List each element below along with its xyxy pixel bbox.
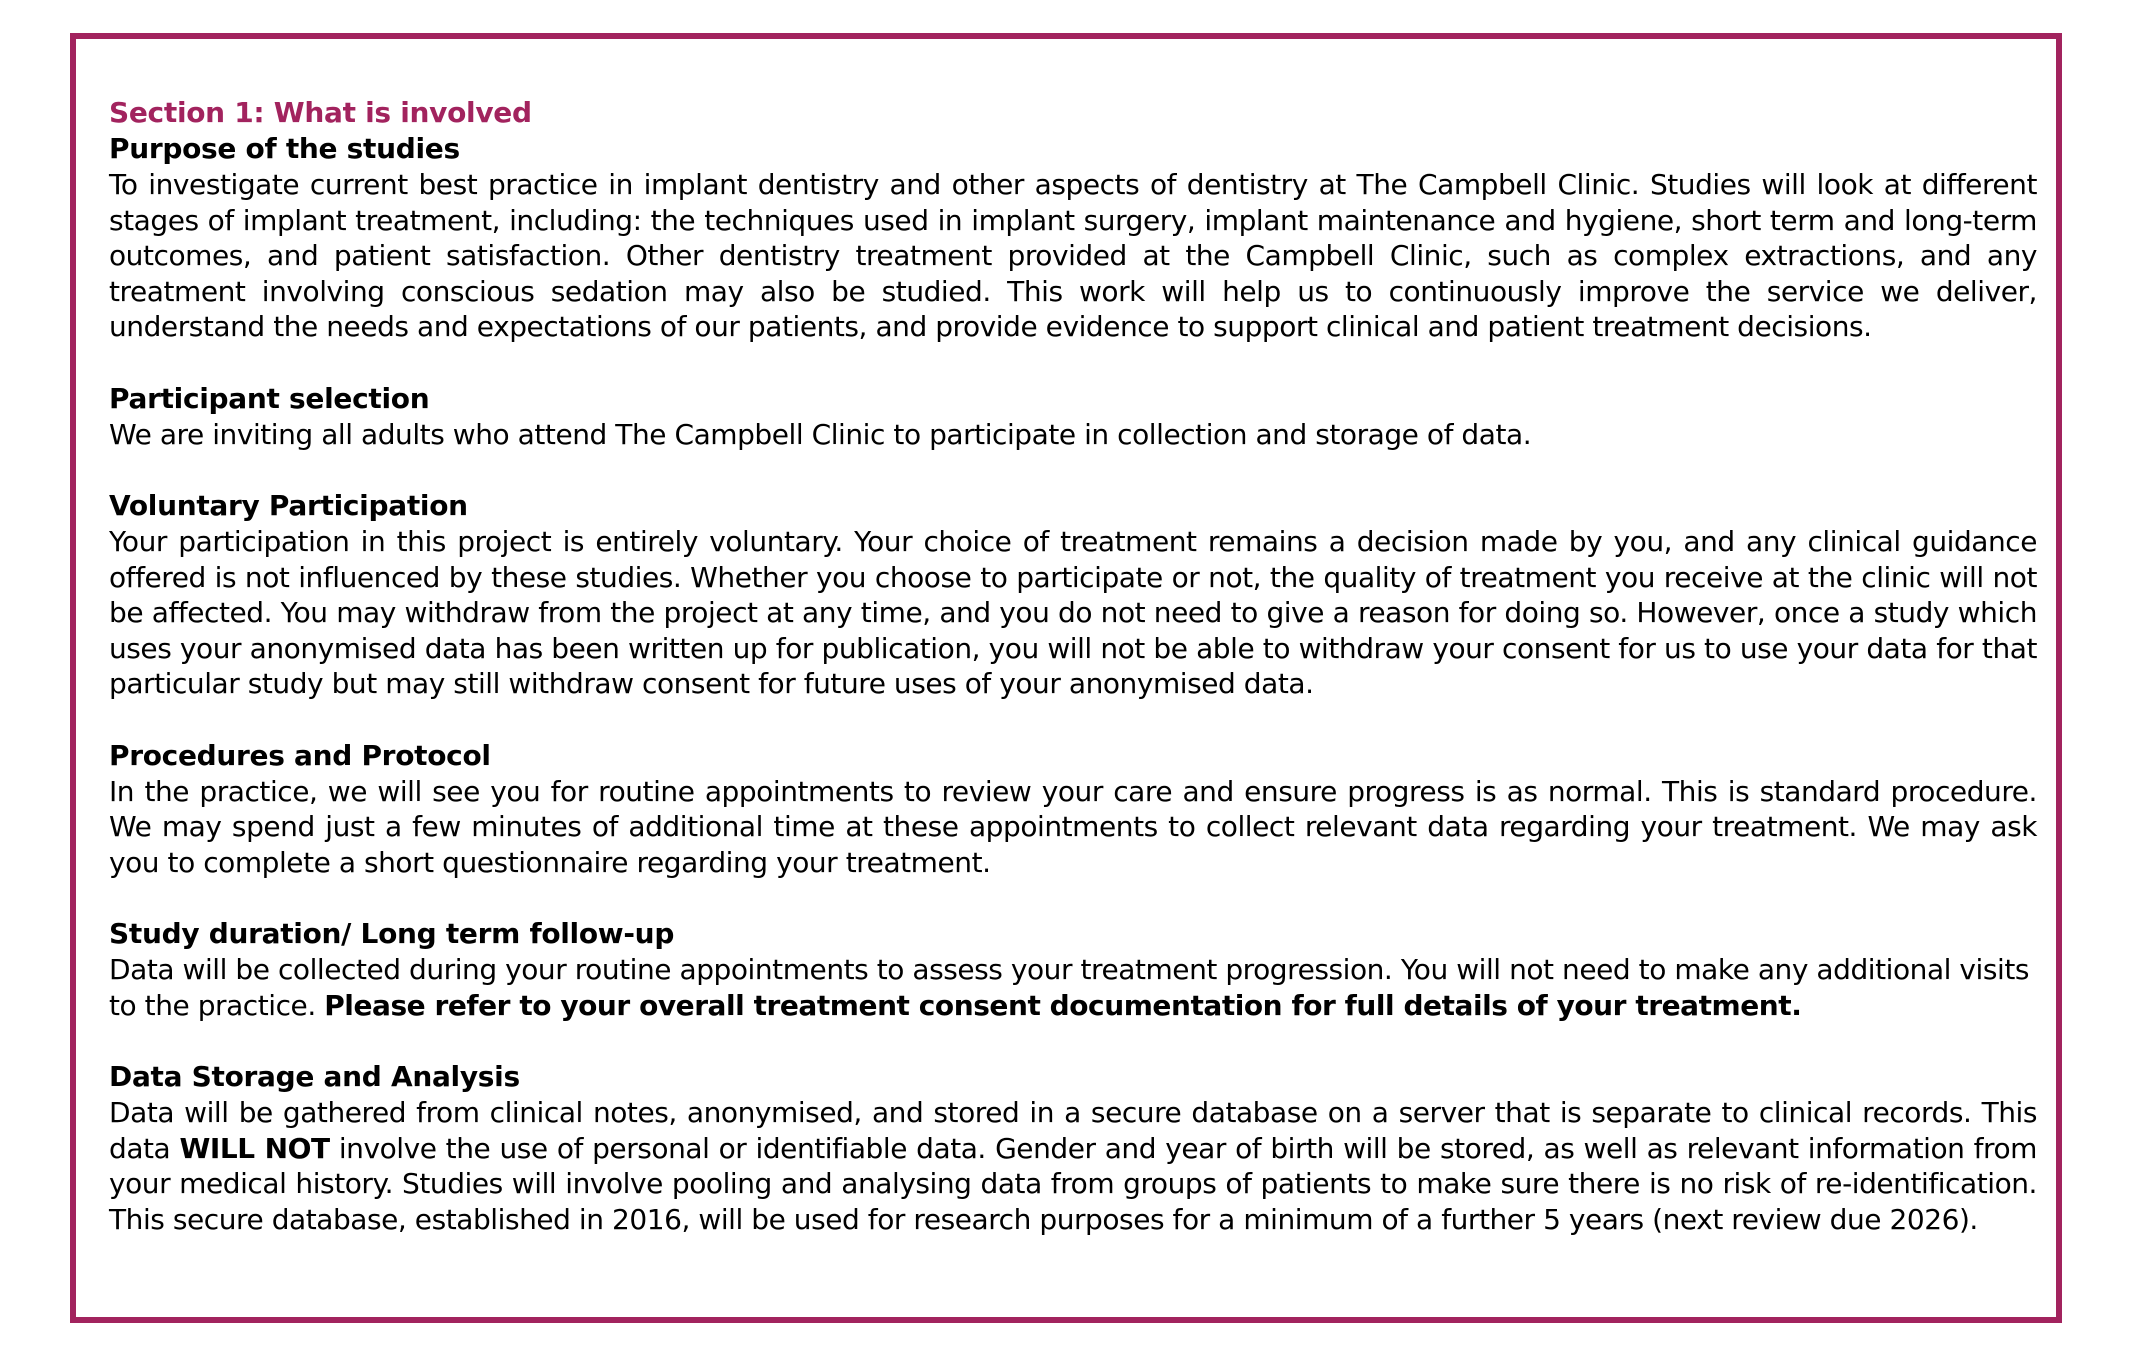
participant-selection-section bbox=[109, 381, 2037, 453]
participant-selection-paragraph: We are inviting all adults who attend The Campbell Clinic to participate in collection and storage of data. bbox=[109, 417, 1532, 451]
data-storage-heading: Data Storage and Analysis bbox=[109, 1060, 520, 1093]
voluntary-participation-section bbox=[109, 488, 2037, 702]
study-duration-heading: Study duration/ Long term follow-up bbox=[109, 917, 675, 950]
data-storage-text-before: Data will be gathered from clinical notes, anonymised, and stored in a secure database on a server that is separate to clinical records. This data bbox=[109, 1096, 2037, 1165]
data-storage-text-after: involve the use of personal or identifiable data. Gender and year of birth will be stored, as well as relevant information from your medical history. Studies will involve pooling and analysing data from groups of patients to make sure there is no risk of re-identification. This secure database, established in 2016, will be used for research purposes for a minimum of a further 5 years (next review due 2026). bbox=[109, 1131, 2037, 1236]
purpose-heading: Purpose of the studies bbox=[109, 132, 460, 165]
voluntary-participation-paragraph: Your participation in this project is entirely voluntary. Your choice of treatment remains a decision made by you, and any clinical guidance offered is not influenced by these studies. Whether you choose to participate or not, the quality of treatment you receive at the clinic will not be affected. You may withdraw from the project at any time, and you do not need to give a reason for doing so. However, once a study which uses your anonymised data has been written up for publication, you will not be able to withdraw your consent for us to use your data for that particular study but may still withdraw consent for future uses of your anonymised data. bbox=[109, 525, 2037, 700]
data-storage-paragraph bbox=[109, 1095, 2037, 1237]
purpose-paragraph: To investigate current best practice in implant dentistry and other aspects of dentistry at The Campbell Clinic. Studies will look at different stages of implant treatment, including: the techniques used in implant surgery, implant maintenance and hygiene, short term and long-term outcomes, and patient satisfaction. Other dentistry treatment provided at the Campbell Clinic, such as complex extractions, and any treatment involving conscious sedation may also be studied. This work will help us to continuously improve the service we deliver, understand the needs and expectations of our patients, and provide evidence to support clinical and patient treatment decisions. bbox=[109, 168, 2037, 343]
participant-selection-heading: Participant selection bbox=[109, 381, 430, 415]
data-storage-will-not: WILL NOT bbox=[179, 1131, 330, 1165]
procedures-heading: Procedures and Protocol bbox=[109, 738, 491, 772]
document-content bbox=[109, 95, 2037, 1273]
study-duration-text: Data will be collected during your routine appointments to assess your treatment progression. You will not need to make any additional visits to the practice. bbox=[109, 953, 2030, 1022]
study-duration-bold-note: Please refer to your overall treatment consent documentation for full details of your treatment. bbox=[324, 988, 1802, 1022]
purpose-section bbox=[109, 131, 2037, 345]
section-title: Section 1: What is involved bbox=[109, 96, 532, 129]
procedures-section bbox=[109, 738, 2037, 881]
data-storage-section bbox=[109, 1059, 2037, 1237]
study-duration-section bbox=[109, 916, 2037, 1023]
document-border-frame bbox=[70, 33, 2062, 1323]
voluntary-participation-heading: Voluntary Participation bbox=[109, 489, 468, 522]
study-duration-paragraph bbox=[109, 952, 2037, 1023]
procedures-paragraph: In the practice, we will see you for routine appointments to review your care and ensure progress is as normal. This is standard procedure. We may spend just a few minutes of additional time at these appointments to collect relevant data regarding your treatment. We may ask you to complete a short questionnaire regarding your treatment. bbox=[109, 774, 2037, 879]
